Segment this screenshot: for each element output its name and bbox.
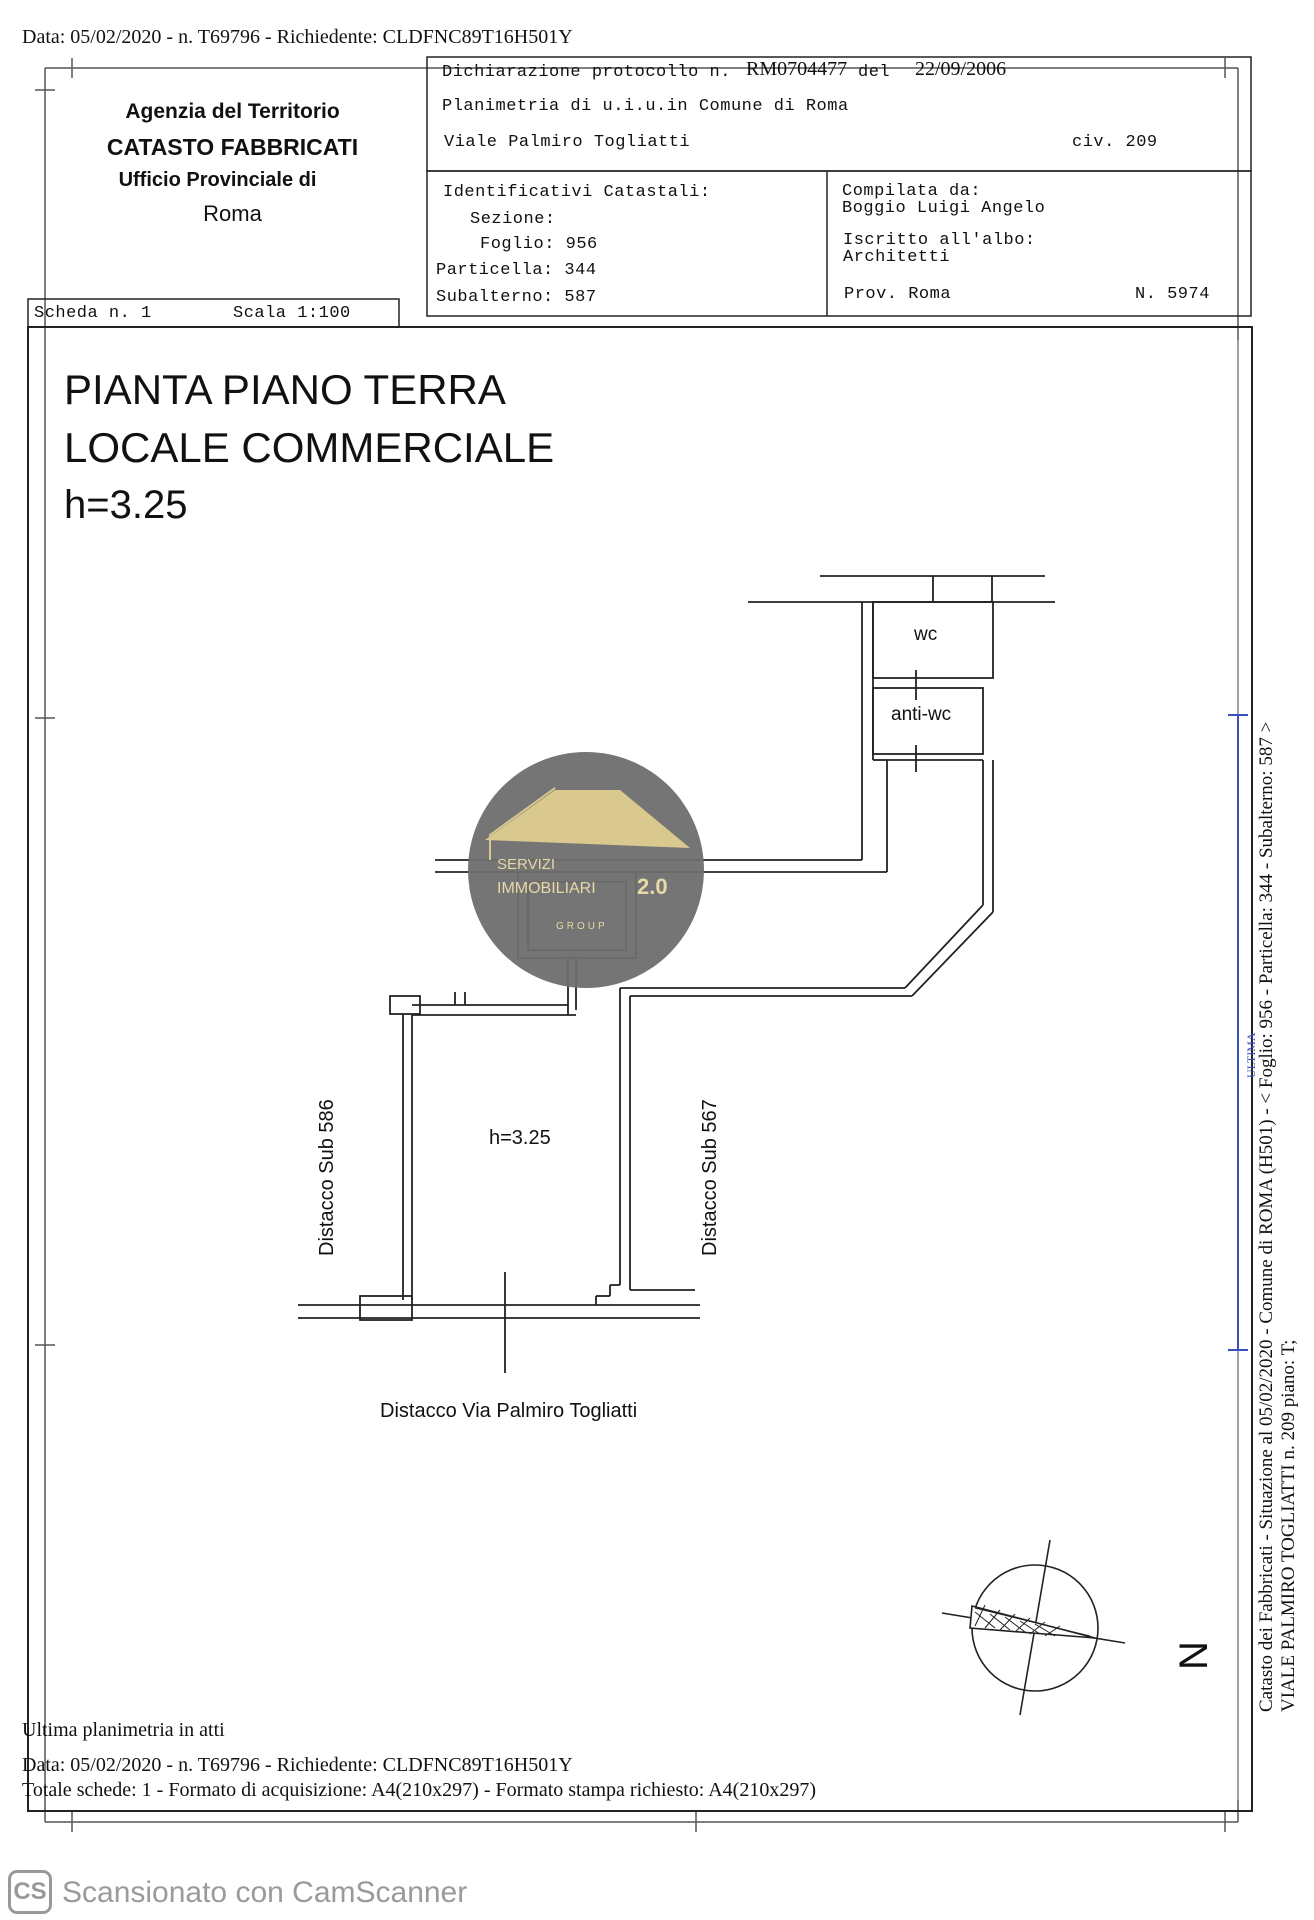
- footer-totale: Totale schede: 1 - Formato di acquisizione: A4(210x297) - Formato stampa richiesto: A4(210x297): [22, 1779, 816, 1801]
- camscanner-logo-icon: CS: [8, 1870, 52, 1914]
- camscanner-text: Scansionato con CamScanner: [62, 1876, 468, 1909]
- compass-rose: [942, 1540, 1125, 1715]
- agency-line4: Roma: [203, 201, 262, 226]
- declaration-date: 22/09/2006: [915, 58, 1007, 80]
- footer-ultima: Ultima planimetria in atti: [22, 1719, 225, 1741]
- street-line: Viale Palmiro Togliatti: [444, 133, 691, 152]
- agency-line1: Agenzia del Territorio: [125, 100, 340, 123]
- plan-title-height: h=3.25: [64, 483, 188, 527]
- side-text-line2: VIALE PALMIRO TOGLIATTI n. 209 piano: T;: [1278, 1339, 1299, 1712]
- label-distacco-sub-567: Distacco Sub 567: [699, 1099, 721, 1256]
- footer-data: Data: 05/02/2020 - n. T69796 - Richiedente: CLDFNC89T16H501Y: [22, 1754, 573, 1776]
- room-label-height: h=3.25: [489, 1127, 551, 1149]
- albo-value: Architetti: [843, 248, 951, 267]
- civic-number: civ. 209: [1072, 133, 1158, 152]
- agency-line3: Ufficio Provinciale di: [118, 169, 317, 191]
- plan-title-line1: PIANTA PIANO TERRA: [64, 366, 506, 413]
- compilata-title: Compilata da:: [842, 182, 982, 201]
- side-text-line1: Catasto dei Fabbricati - Situazione al 05/02/2020 - Comune di ROMA (H501) - < Foglio: 956 - Particella: 344 - Subalterno: 587 >: [1256, 721, 1277, 1712]
- albo-label: Iscritto all'albo:: [843, 231, 1036, 250]
- compilata-name: Boggio Luigi Angelo: [842, 199, 1046, 218]
- room-label-wc: wc: [914, 624, 938, 645]
- plan-title-line2: LOCALE COMMERCIALE: [64, 424, 555, 471]
- subalterno: Subalterno: 587: [436, 288, 597, 307]
- particella: Particella: 344: [436, 261, 597, 280]
- room-label-anti-wc: anti-wc: [891, 704, 952, 725]
- watermark-line1: SERVIZI: [497, 856, 556, 873]
- watermark-group: GROUP: [556, 921, 608, 932]
- label-distacco-via: Distacco Via Palmiro Togliatti: [380, 1400, 638, 1422]
- floor-plan: [298, 576, 1055, 1373]
- scheda-label: Scheda n. 1: [34, 304, 152, 323]
- label-distacco-sub-586: Distacco Sub 586: [316, 1099, 338, 1256]
- side-stamp: ULTIMA: [1244, 1032, 1258, 1078]
- province: Prov. Roma: [844, 285, 952, 304]
- compass-north-label: N: [1172, 1641, 1216, 1670]
- albo-number: N. 5974: [1135, 285, 1210, 304]
- header-line: Data: 05/02/2020 - n. T69796 - Richiedente: CLDFNC89T16H501Y: [22, 26, 573, 48]
- declaration-del: del: [858, 63, 891, 82]
- planimetria-line: Planimetria di u.i.u.in Comune di Roma: [442, 97, 849, 116]
- declaration-number: RM0704477: [746, 58, 848, 80]
- declaration-prefix: Dichiarazione protocollo n.: [442, 63, 731, 82]
- sezione: Sezione:: [470, 210, 556, 229]
- agency-line2: CATASTO FABBRICATI: [106, 134, 359, 160]
- watermark-logo: [468, 752, 704, 988]
- scala-label: Scala 1:100: [233, 304, 351, 323]
- drawing-frame: [28, 327, 1252, 1811]
- identificativi-title: Identificativi Catastali:: [443, 183, 711, 202]
- watermark-line2: IMMOBILIARI: [497, 880, 596, 897]
- foglio: Foglio: 956: [480, 235, 598, 254]
- watermark-version: 2.0: [637, 874, 668, 899]
